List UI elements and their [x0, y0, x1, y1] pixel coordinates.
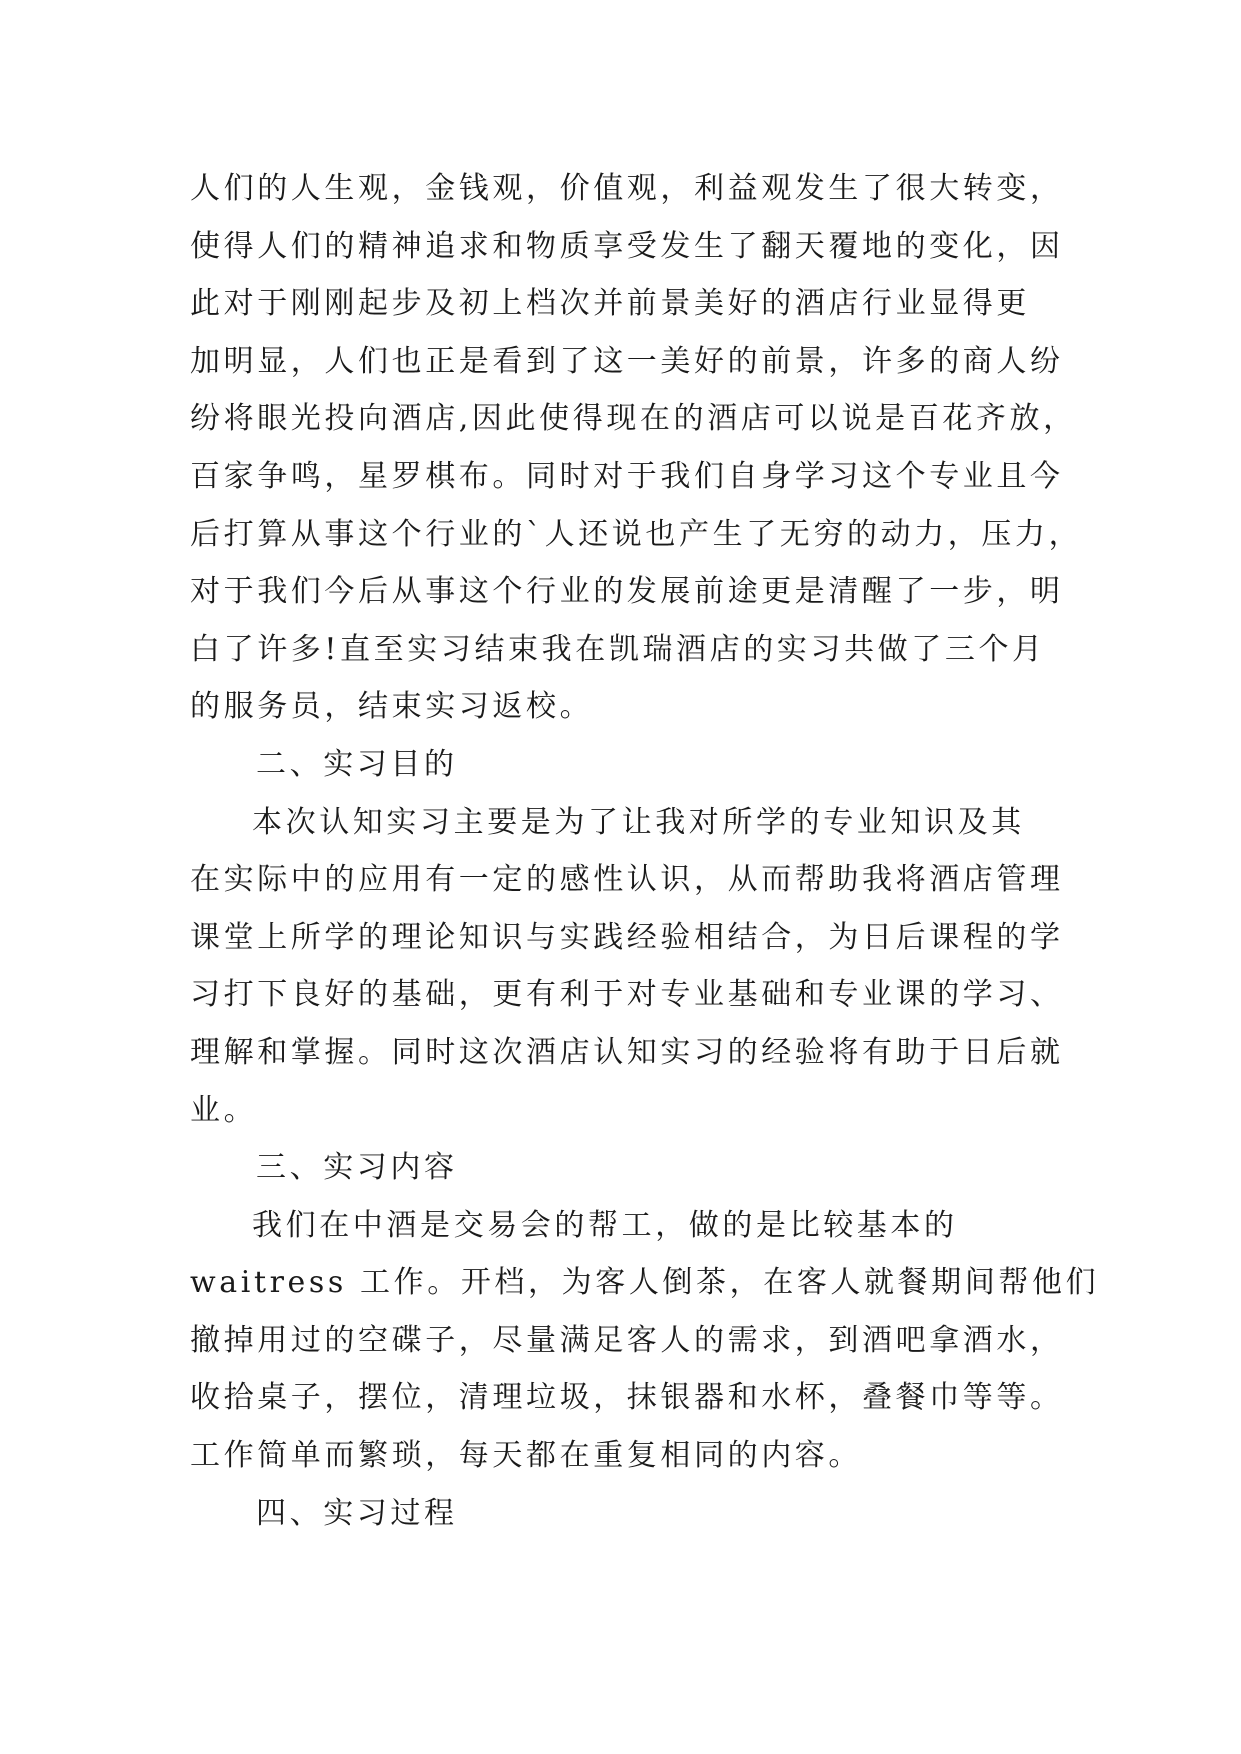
body-line: 我们在中酒是交易会的帮工，做的是比较基本的: [252, 1207, 958, 1243]
body-line: 业。: [190, 1092, 258, 1128]
body-line: 此对于刚刚起步及初上档次并前景美好的酒店行业显得更: [190, 286, 1030, 322]
body-line: waitress 工作。开档，为客人倒茶，在客人就餐期间帮他们: [190, 1265, 1100, 1301]
section-heading-content: 三、实习内容: [256, 1150, 458, 1186]
body-line: 使得人们的精神追求和物质享受发生了翻天覆地的变化，因: [190, 228, 1064, 264]
body-line: 收拾桌子，摆位，清理垃圾，抹银器和水杯，叠餐巾等等。: [190, 1380, 1064, 1416]
section-heading-process: 四、实习过程: [256, 1495, 458, 1531]
body-line: 的服务员，结束实习返校。: [190, 689, 594, 725]
document-body: [190, 160, 1100, 1542]
body-line: 在实际中的应用有一定的感性认识，从而帮助我将酒店管理: [190, 862, 1064, 898]
body-line: 工作简单而繁琐，每天都在重复相同的内容。: [190, 1438, 862, 1474]
body-line: 白了许多!直至实习结束我在凯瑞酒店的实习共做了三个月: [190, 631, 1046, 667]
body-line: 后打算从事这个行业的`人还说也产生了无穷的动力，压力，: [190, 516, 1083, 552]
body-line: 习打下良好的基础，更有利于对专业基础和专业课的学习、: [190, 977, 1064, 1013]
body-line: 人们的人生观，金钱观，价值观，利益观发生了很大转变，: [190, 171, 1064, 206]
body-line: 本次认知实习主要是为了让我对所学的专业知识及其: [252, 804, 1025, 840]
body-line: 理解和掌握。同时这次酒店认知实习的经验将有助于日后就: [190, 1034, 1064, 1070]
body-line: 纷将眼光投向酒店,因此使得现在的酒店可以说是百花齐放，: [190, 401, 1077, 437]
body-line: 课堂上所学的理论知识与实践经验相结合，为日后课程的学: [190, 919, 1064, 955]
section-heading-purpose: 二、实习目的: [256, 746, 458, 782]
body-line: 撤掉用过的空碟子，尽量满足客人的需求，到酒吧拿酒水，: [190, 1322, 1064, 1358]
body-line: 百家争鸣，星罗棋布。同时对于我们自身学习这个专业且今: [190, 458, 1064, 494]
body-line: 对于我们今后从事这个行业的发展前途更是清醒了一步，明: [190, 574, 1064, 610]
body-line: 加明显，人们也正是看到了这一美好的前景，许多的商人纷: [190, 343, 1064, 379]
